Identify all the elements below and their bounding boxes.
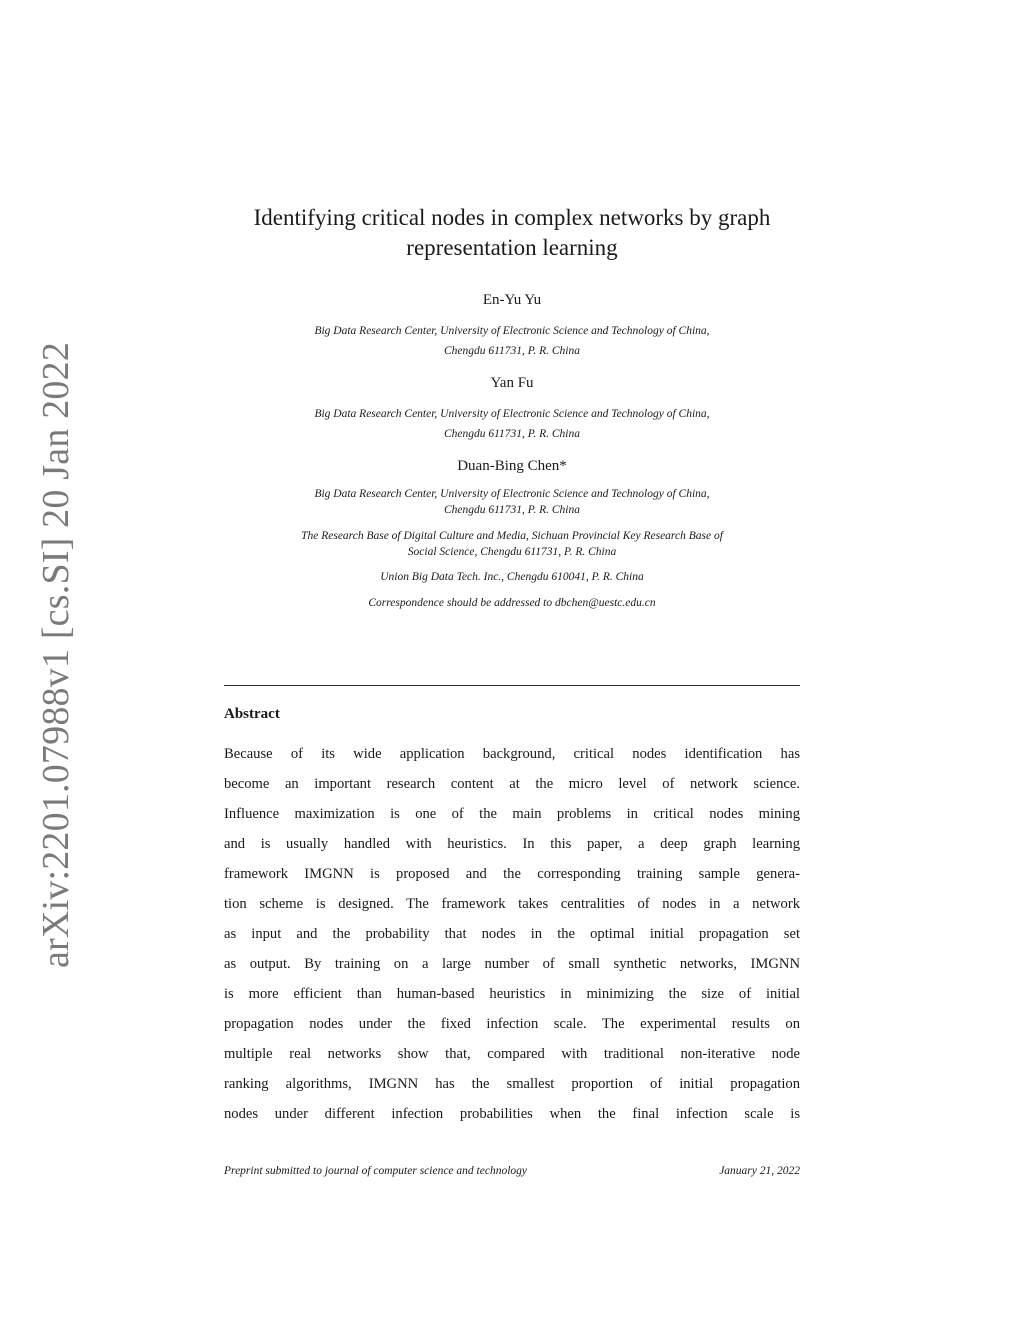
author-affiliation — [224, 528, 800, 560]
abstract-line: framework IMGNN is proposed and the corresponding training sample genera- — [224, 866, 800, 882]
affiliation-line: Union Big Data Tech. Inc., Chengdu 610041, P. R. China — [380, 571, 644, 583]
abstract-line: Influence maximization is one of the main problems in critical nodes mining — [224, 806, 800, 822]
affiliation-line: Chengdu 611731, P. R. China — [444, 345, 580, 357]
abstract-body — [224, 739, 800, 1129]
author-affiliation — [224, 569, 800, 585]
author-name: Yan Fu — [490, 375, 534, 391]
arxiv-identifier-stamp[interactable]: arXiv:2201.07988v1 [cs.SI] 20 Jan 2022 — [35, 341, 77, 969]
paper-title-line-2: representation learning — [406, 235, 618, 260]
affiliation-line: Chengdu 611731, P. R. China — [444, 428, 580, 440]
author-affiliation — [224, 323, 800, 359]
affiliation-line: Big Data Research Center, University of Electronic Science and Technology of China, — [314, 325, 710, 337]
author-affiliation — [224, 486, 800, 518]
footer-date: January 21, 2022 — [719, 1165, 800, 1177]
affiliation-line: Big Data Research Center, University of Electronic Science and Technology of China, — [314, 488, 710, 500]
abstract-line: propagation nodes under the fixed infection scale. The experimental results on — [224, 1016, 800, 1032]
correspondence-note — [224, 595, 800, 611]
abstract-line: ranking algorithms, IMGNN has the smallest proportion of initial propagation — [224, 1076, 800, 1092]
section-divider — [224, 685, 800, 686]
paper-title-line-1: Identifying critical nodes in complex networks by graph — [253, 205, 771, 230]
author-name: Duan-Bing Chen* — [457, 458, 567, 474]
affiliation-line: Big Data Research Center, University of Electronic Science and Technology of China, — [314, 408, 710, 420]
abstract-line: and is usually handled with heuristics. In this paper, a deep graph learning — [224, 836, 800, 852]
abstract-line: nodes under different infection probabilities when the final infection scale is — [224, 1106, 800, 1122]
affiliation-line: Chengdu 611731, P. R. China — [444, 504, 580, 516]
abstract-line: as output. By training on a large number of small synthetic networks, IMGNN — [224, 956, 800, 972]
abstract-line: Because of its wide application background, critical nodes identification has — [224, 746, 800, 762]
author-affiliation — [224, 406, 800, 442]
author-name: En-Yu Yu — [482, 292, 542, 308]
affiliation-line: Social Science, Chengdu 611731, P. R. China — [407, 546, 617, 558]
affiliation-line: The Research Base of Digital Culture and Media, Sichuan Provincial Key Research Base of — [301, 530, 723, 542]
abstract-line: as input and the probability that nodes in the optimal initial propagation set — [224, 926, 800, 942]
affiliation-line: Correspondence should be addressed to dbchen@uestc.edu.cn — [368, 597, 656, 609]
footer-submission-note: Preprint submitted to journal of computer science and technology — [224, 1165, 527, 1177]
abstract-heading: Abstract — [224, 706, 280, 722]
abstract-line: is more efficient than human-based heuristics in minimizing the size of initial — [224, 986, 800, 1002]
abstract-line: become an important research content at the micro level of network science. — [224, 776, 800, 792]
paper-title — [224, 203, 800, 263]
abstract-line: tion scheme is designed. The framework takes centralities of nodes in a network — [224, 896, 800, 912]
abstract-line: multiple real networks show that, compared with traditional non-iterative node — [224, 1046, 800, 1062]
